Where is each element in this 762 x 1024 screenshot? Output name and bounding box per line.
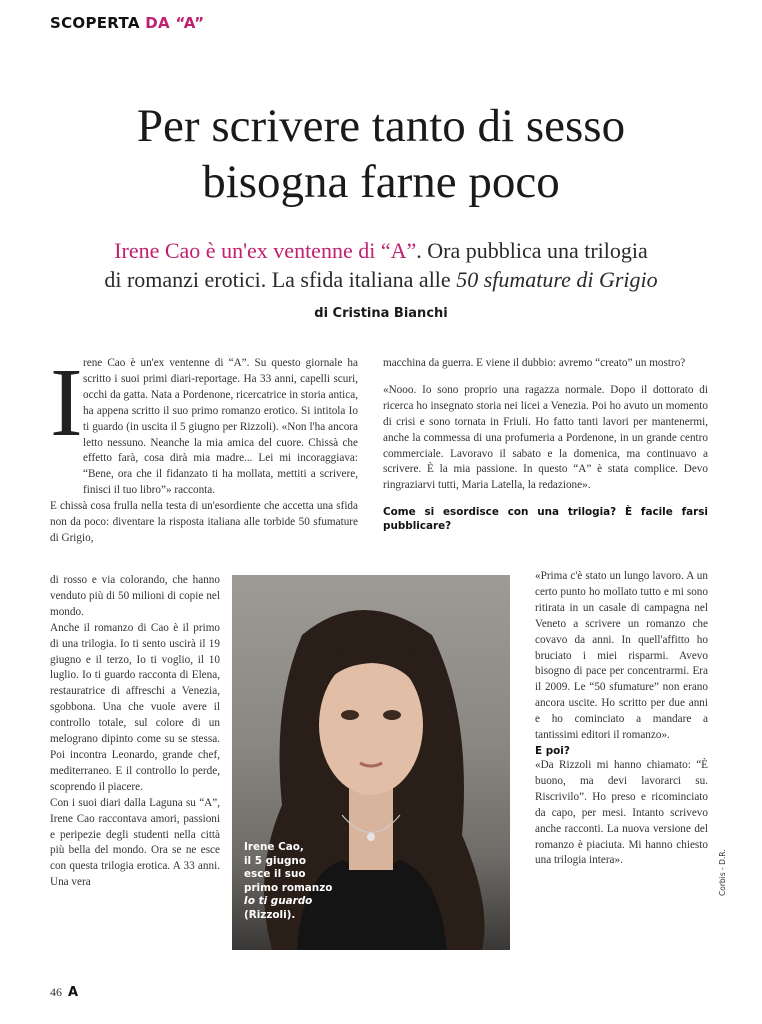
article-paragraph: Anche il romanzo di Cao è il primo di una trilogia. Io ti sento uscirà il 19 giugno e il terzo, Io ti voglio, il 10 luglio. Io ti guardo racconta di Elena, restauratrice di affreschi a Venezia, sgobbona. Una che vuole avere il controllo totale, sul colore di un melograno dipinto come su se stessa. Poi incontra Leonardo, grande chef, mediterraneo. E il controllo lo perde, scoprendo il piacere. bbox=[50, 621, 220, 793]
caption-line: esce il suo bbox=[244, 868, 306, 881]
photo-caption bbox=[244, 841, 332, 923]
article-column-1 bbox=[50, 349, 358, 547]
byline: di Cristina Bianchi bbox=[314, 306, 448, 321]
article-paragraph: «Prima c'è stato un lungo lavoro. A un certo punto ho mollato tutto e mi sono ritirata in un casale di campagna nel Veneto a scrivere un romanzo che covavo da anni. In quell'affitto ho bruciato i miei risparmi. Avevo bisogno di pace per concentrarmi. Era il 2009. Le “50 sfumature” non erano ancora uscite. Ho scritto per due anni e ho cominciato a mandare a tantissimi editori il romanzo». bbox=[535, 570, 708, 742]
article-paragraph: «Da Rizzoli mi hanno chiamato: “È buono, ma devi lavorarci su. Riscrivilo”. Ho preso e ricominciato da capo, per mesi. Intanto scrivevo anche racconti. La nuova versione del romanzo è piaciuta. Mi hanno chiesto una trilogia intera». bbox=[535, 758, 708, 867]
caption-line: Irene Cao, bbox=[244, 841, 304, 853]
drop-cap: I bbox=[50, 349, 83, 457]
article-paragraph: macchina da guerra. E viene il dubbio: avremo “creato” un mostro? bbox=[383, 357, 686, 369]
deck-book-title: 50 sfumature di Grigio bbox=[456, 267, 658, 292]
article-paragraph: Con i suoi diari dalla Laguna su “A”, Irene Cao raccontava amori, passioni e peripezie degli studenti nella città più bella del mondo. Ora se ne esce con questa trilogia erotica. A 33 anni. Una vera bbox=[50, 796, 220, 889]
deck-line-2: di romanzi erotici. La sfida italiana alle bbox=[104, 267, 457, 292]
headline-line-1: Per scrivere tanto di sesso bbox=[136, 100, 626, 152]
interview-question: Come si esordisce con una trilogia? È facile farsi pubblicare? bbox=[383, 506, 708, 533]
headline-line-2: bisogna farne poco bbox=[202, 156, 560, 208]
article-column-1-narrow bbox=[50, 573, 220, 891]
section-label-magazine: DA “A” bbox=[145, 14, 205, 32]
article-column-2-narrow bbox=[535, 569, 708, 869]
article-column-2 bbox=[383, 356, 708, 544]
caption-line: primo romanzo bbox=[244, 881, 333, 894]
section-label-scoperta: SCOPERTA bbox=[50, 14, 140, 32]
magazine-logo: A bbox=[68, 985, 79, 1000]
article-paragraph: di rosso e via colorando, che hanno venduto più di 50 milioni di copie nel mondo. bbox=[50, 574, 220, 618]
deck-highlight: Irene Cao è un'ex ventenne di “A” bbox=[114, 238, 417, 263]
deck-subtitle bbox=[40, 236, 722, 294]
portrait-photo bbox=[232, 575, 510, 950]
page-number: 46 bbox=[50, 985, 62, 999]
photo-credit: Corbis - D.R. bbox=[718, 849, 727, 896]
headline bbox=[60, 98, 702, 210]
deck-rest: . Ora pubblica una trilogia bbox=[416, 238, 648, 263]
caption-line: il 5 giugno bbox=[244, 854, 306, 867]
article-paragraph: E chissà cosa frulla nella testa di un'esordiente che accetta una sfida non da poco: diventare la risposta italiana alle torbide 50 sfumature di Grigio, bbox=[50, 500, 358, 544]
article-paragraph: «Nooo. Io sono proprio una ragazza normale. Dopo il dottorato di ricerca ho insegnato storia nei licei a Venezia. Poi ho avuto un momento di crisi e sono tornata in Friuli. Ho fatto tanti lavori per mantenermi, anche la commessa di una profumeria a Pordenone, in un grande centro commerciale. Lavoravo il sabato e la domenica, ma continuavo a scrivere. È la mia passione. In questo “A” è stata complice. Devo ringraziarvi tutti, Maria Latella, la redazione». bbox=[383, 383, 708, 492]
caption-line: (Rizzoli). bbox=[244, 908, 296, 921]
article-paragraph: rene Cao è un'ex ventenne di “A”. Su questo giornale ha scritto i suoi primi diari-reportage. Ha 33 anni, capelli scuri, occhi da gatta. Nata a Pordenone, ricercatrice in storia antica, ha appena scritto il suo primo romanzo erotico. Si intitola Io ti guardo (in uscita il 5 giugno per Rizzoli). «Non l'ha ancora letto nessuno. Neanche la mia amica del cuore. Chissà che effetto farà, cosa dirà mia madre... Lei mi incoraggiava: “Bene, ora che il fidanzato ti ha mollata, mettiti a scrivere, finisci il tuo libro”» racconta. bbox=[83, 357, 358, 497]
interview-question: E poi? bbox=[535, 744, 570, 757]
page-footer bbox=[50, 985, 78, 1000]
section-label bbox=[50, 14, 204, 32]
caption-book-title: Io ti guardo bbox=[244, 895, 313, 908]
